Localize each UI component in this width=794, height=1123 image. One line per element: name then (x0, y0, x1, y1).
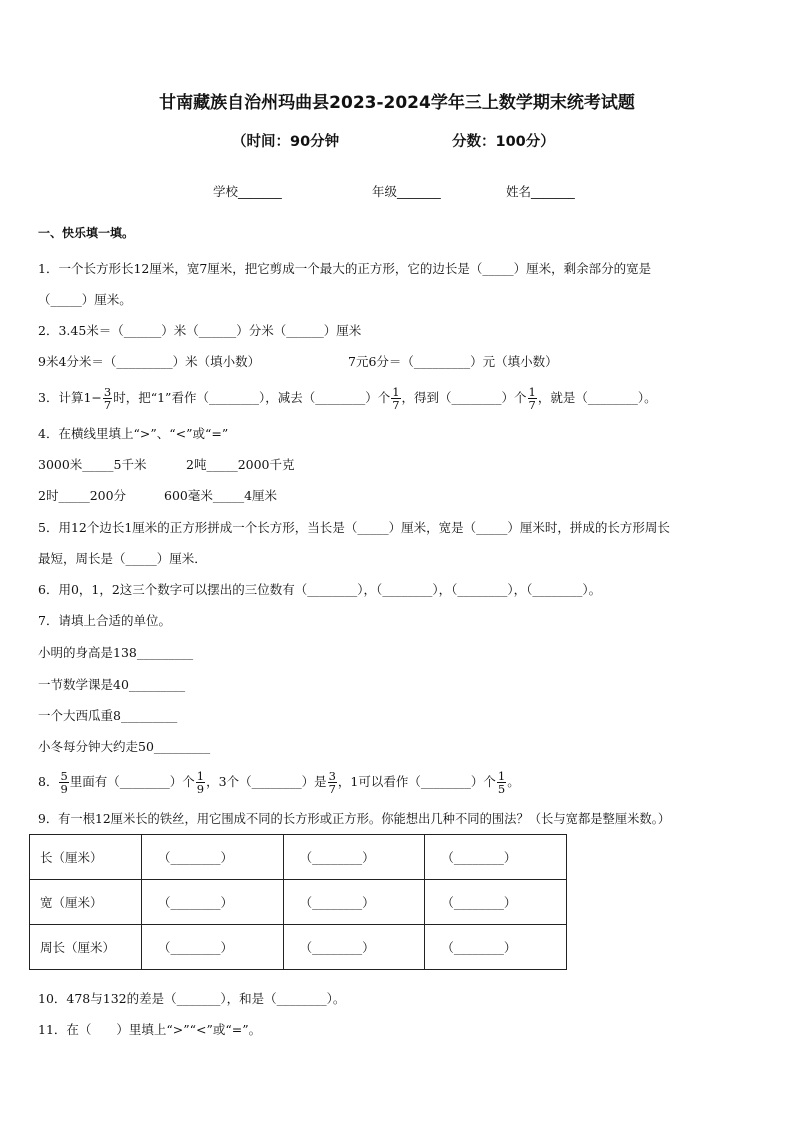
question-2-line-1: 2．3.45米＝（______）米（______）分米（______）厘米 (38, 323, 362, 338)
q3-text-1: 3．计算1− (38, 390, 102, 405)
denominator: 7 (328, 782, 336, 796)
question-7-c: 一个大西瓜重8_________ (38, 708, 178, 723)
fraction-1-9 (196, 770, 205, 795)
row-label: 周长（厘米） (30, 925, 142, 970)
question-11: 11．在（ ）里填上“>”“<”或“=”。 (38, 1022, 262, 1037)
q8-text-3: ，1可以看作（________）个 (337, 774, 496, 789)
question-1-line-2: （_____）厘米。 (38, 292, 132, 307)
q8-text-1: 里面有（________）个 (69, 774, 195, 789)
table-row (30, 925, 567, 970)
question-4-d: 600毫米_____4厘米 (164, 488, 278, 503)
question-5-line-2: 最短，周长是（_____）厘米． (38, 551, 207, 566)
exam-title: 甘南藏族自治州玛曲县2023-2024学年三上数学期末统考试题 (159, 93, 635, 113)
question-4-c: 2时_____200分 (38, 488, 127, 503)
question-4-b: 2吨_____2000千克 (186, 457, 295, 472)
table-row (30, 835, 567, 880)
answer-cell[interactable]: （________） (283, 880, 425, 925)
denominator: 5 (497, 782, 506, 796)
section-heading: 一、快乐填一填。 (38, 226, 135, 240)
question-5-line-1: 5．用12个边长1厘米的正方形拼成一个长方形，当长是（_____）厘米，宽是（_____）厘米时，拼成的长方形周长 (38, 520, 670, 535)
q3-text-2: 时，把“1”看作（________），减去（________）个 (113, 390, 391, 405)
question-8 (38, 768, 520, 796)
denominator: 7 (528, 398, 536, 412)
row-label: 长（厘米） (30, 835, 142, 880)
denominator: 7 (392, 398, 400, 412)
table-row (30, 880, 567, 925)
answer-cell[interactable]: （________） (425, 835, 567, 880)
numerator: 1 (528, 385, 536, 399)
exam-score: 分数：100分） (452, 134, 555, 150)
answer-cell[interactable]: （________） (425, 925, 567, 970)
name-field: 姓名_______ (506, 184, 575, 199)
school-field: 学校_______ (213, 184, 282, 199)
answer-cell[interactable]: （________） (142, 925, 284, 970)
numerator: 3 (103, 385, 112, 399)
fraction-3-7 (103, 386, 112, 411)
answer-cell[interactable]: （________） (283, 925, 425, 970)
numerator: 3 (328, 769, 336, 783)
answer-cell[interactable]: （________） (142, 835, 284, 880)
denominator: 9 (196, 782, 205, 796)
q8-text-2: ，3个（________）是 (206, 774, 327, 789)
answer-cell[interactable]: （________） (425, 880, 567, 925)
answer-table (29, 834, 567, 970)
answer-cell[interactable]: （________） (283, 835, 425, 880)
question-2-part-a: 9米4分米＝（_________）米（填小数） (38, 354, 261, 369)
question-7-d: 小冬每分钟大约走50_________ (38, 739, 211, 754)
numerator: 1 (196, 769, 205, 783)
numerator: 1 (392, 385, 400, 399)
question-7-b: 一节数学课是40_________ (38, 677, 186, 692)
question-7-a: 小明的身高是138_________ (38, 645, 194, 660)
denominator: 7 (103, 398, 112, 412)
question-9-line-1: 9．有一根12厘米长的铁丝，用它围成不同的长方形或正方形。你能想出几种不同的围法？（长与宽都是整厘米数。） (38, 812, 671, 826)
row-label: 宽（厘米） (30, 880, 142, 925)
q8-text-4: 。 (507, 774, 520, 789)
answer-cell[interactable]: （________） (142, 880, 284, 925)
question-7-line-1: 7．请填上合适的单位。 (38, 613, 171, 628)
question-2-part-b: 7元6分＝（_________）元（填小数） (348, 354, 558, 369)
q3-text-3: ，得到（________）个 (401, 390, 527, 405)
q8-text-0: 8． (38, 774, 59, 789)
question-1-line-1: 1．一个长方形长12厘米，宽7厘米，把它剪成一个最大的正方形，它的边长是（_____）厘米，剩余部分的宽是 (38, 261, 652, 276)
question-6: 6．用0，1，2这三个数字可以摆出的三位数有（________），（________），（________），（________）。 (38, 582, 602, 597)
fraction-1-5 (497, 770, 506, 795)
question-4-line-1: 4．在横线里填上“>”、“<”或“=” (38, 426, 229, 441)
denominator: 9 (60, 782, 68, 796)
fraction-3-7 (328, 770, 337, 795)
question-10: 10．478与132的差是（_______），和是（________）。 (38, 991, 346, 1006)
grade-field: 年级_______ (372, 184, 441, 199)
numerator: 1 (497, 769, 506, 783)
question-3 (38, 384, 657, 412)
fraction-5-9 (59, 770, 68, 795)
numerator: 5 (60, 769, 68, 783)
q3-text-4: ，就是（________）。 (537, 390, 657, 405)
fraction-1-7 (528, 386, 537, 411)
fraction-1-7 (391, 386, 400, 411)
question-4-a: 3000米_____5千米 (38, 457, 147, 472)
exam-time: （时间：90分钟 (232, 134, 340, 150)
